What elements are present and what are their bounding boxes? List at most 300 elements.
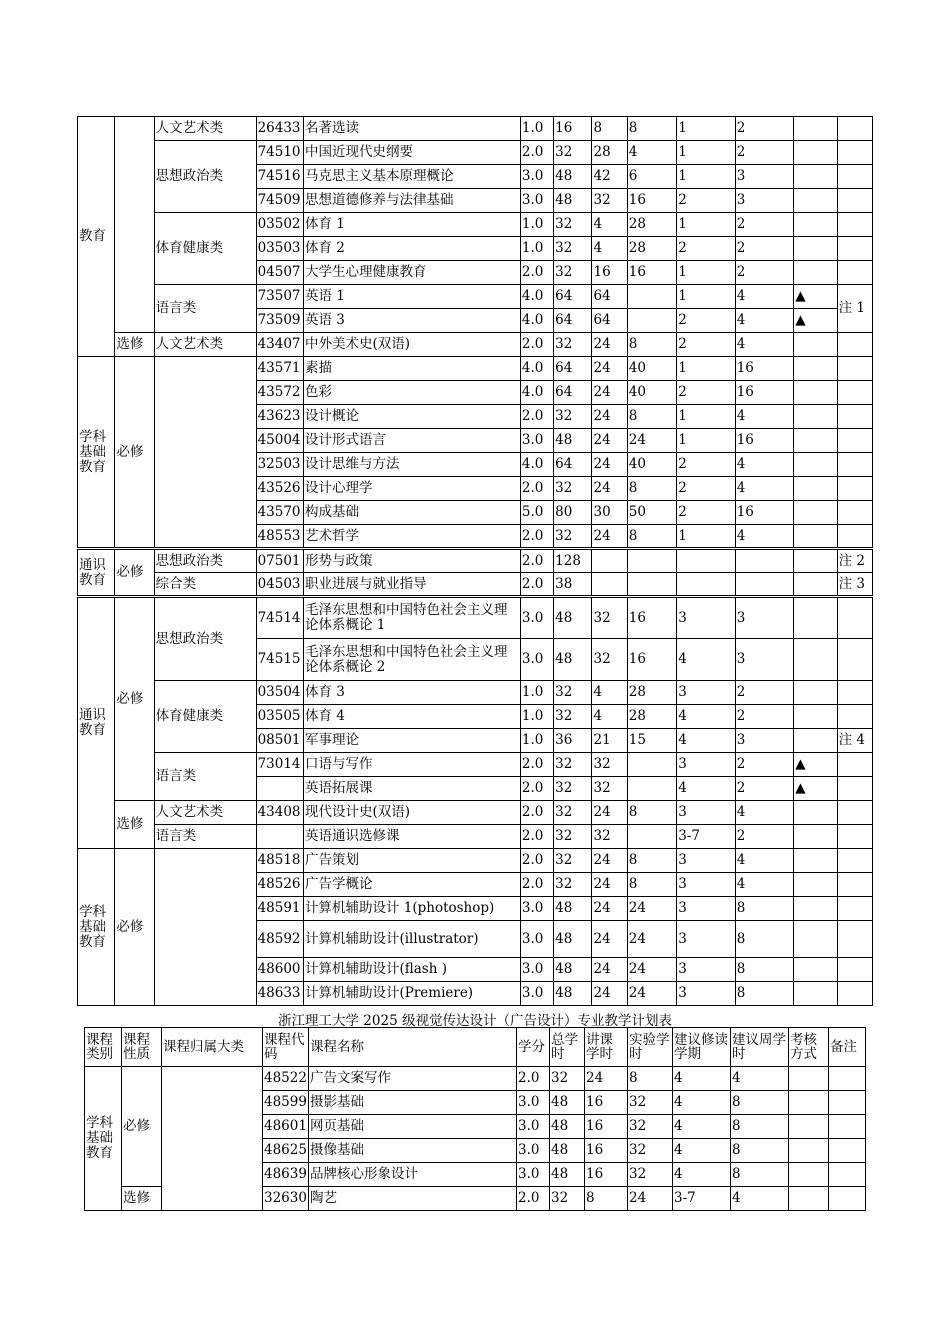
course-name: 英语 1 [303, 285, 520, 309]
semester [677, 573, 736, 597]
weekly-hours: 2 [735, 141, 794, 165]
credit: 4.0 [520, 285, 553, 309]
remark [837, 801, 872, 825]
credit: 1.0 [520, 237, 553, 261]
semester: 4 [677, 729, 736, 753]
weekly-hours: 4 [735, 285, 794, 309]
course-subgroup: 综合类 [154, 573, 256, 597]
lab-hours: 8 [627, 477, 676, 501]
lab-hours: 28 [627, 705, 676, 729]
course-subgroup [162, 1067, 263, 1211]
credit: 3.0 [520, 897, 553, 921]
lab-hours: 8 [627, 849, 676, 873]
total-hours: 48 [554, 982, 592, 1006]
lecture-hours: 24 [592, 982, 627, 1006]
course-code: 43623 [256, 405, 303, 429]
course-nature: 必修 [115, 357, 154, 549]
course-name: 计算机辅助设计(illustrator) [303, 921, 520, 958]
total-hours: 48 [550, 1139, 585, 1163]
weekly-hours: 4 [735, 801, 794, 825]
weekly-hours: 4 [735, 333, 794, 357]
semester: 4 [677, 639, 736, 681]
credit: 2.0 [517, 1187, 550, 1211]
course-category: 学科基础教育 [78, 849, 115, 1006]
course-name: 体育 3 [303, 681, 520, 705]
weekly-hours [735, 549, 794, 573]
course-code: 04507 [256, 261, 303, 285]
lecture-hours: 30 [592, 501, 627, 525]
weekly-hours: 8 [731, 1163, 789, 1187]
semester: 3 [677, 982, 736, 1006]
lab-hours: 24 [627, 429, 676, 453]
lab-hours: 16 [627, 597, 676, 639]
total-hours: 32 [554, 825, 592, 849]
lab-hours: 16 [627, 639, 676, 681]
course-name: 毛泽东思想和中国特色社会主义理论体系概论 1 [303, 597, 520, 639]
course-name: 现代设计史(双语) [303, 801, 520, 825]
credit: 2.0 [520, 825, 553, 849]
lab-hours: 8 [627, 117, 676, 141]
remark: 注 3 [837, 573, 872, 597]
total-hours: 32 [554, 213, 592, 237]
remark [837, 958, 872, 982]
column-header: 课程代码 [263, 1028, 309, 1067]
course-name: 英语通识选修课 [303, 825, 520, 849]
lecture-hours: 24 [592, 381, 627, 405]
total-hours: 48 [554, 429, 592, 453]
course-subgroup [154, 357, 256, 549]
semester: 1 [677, 141, 736, 165]
lab-hours: 8 [627, 525, 676, 549]
remark [829, 1067, 866, 1091]
column-header: 课程性质 [122, 1028, 162, 1067]
weekly-hours [735, 573, 794, 597]
credit: 2.0 [520, 525, 553, 549]
exam-mode [794, 477, 837, 501]
column-header: 建议修读学期 [673, 1028, 731, 1067]
course-nature: 必修 [115, 849, 154, 1006]
remark [837, 141, 872, 165]
remark [837, 849, 872, 873]
table-row [78, 801, 873, 825]
credit: 2.0 [520, 549, 553, 573]
exam-mode [789, 1139, 829, 1163]
exam-mode [789, 1115, 829, 1139]
credit: 4.0 [520, 381, 553, 405]
table-row [78, 753, 873, 777]
total-hours: 32 [554, 873, 592, 897]
lecture-hours: 32 [592, 777, 627, 801]
lab-hours: 8 [627, 405, 676, 429]
lab-hours: 16 [627, 189, 676, 213]
weekly-hours: 4 [735, 453, 794, 477]
exam-mode [794, 429, 837, 453]
table-row [78, 357, 873, 381]
weekly-hours: 2 [735, 753, 794, 777]
course-code: 43407 [256, 333, 303, 357]
total-hours: 48 [554, 958, 592, 982]
remark [837, 189, 872, 213]
course-subgroup: 思想政治类 [154, 141, 256, 213]
weekly-hours: 4 [735, 873, 794, 897]
course-subgroup: 人文艺术类 [154, 801, 256, 825]
semester: 2 [677, 453, 736, 477]
lab-hours: 32 [628, 1115, 673, 1139]
lecture-hours: 4 [592, 237, 627, 261]
remark [837, 825, 872, 849]
credit: 2.0 [520, 573, 553, 597]
exam-mode [794, 525, 837, 549]
lab-hours: 40 [627, 381, 676, 405]
lecture-hours: 24 [585, 1067, 628, 1091]
exam-mode [789, 1163, 829, 1187]
remark [837, 357, 872, 381]
course-name: 职业进展与就业指导 [303, 573, 520, 597]
credit: 3.0 [517, 1091, 550, 1115]
total-hours: 64 [554, 285, 592, 309]
exam-mode [794, 261, 837, 285]
course-code: 43570 [256, 501, 303, 525]
remark: 注 2 [837, 549, 872, 573]
lecture-hours: 64 [592, 285, 627, 309]
weekly-hours: 3 [735, 639, 794, 681]
lab-hours: 4 [627, 141, 676, 165]
table-row [78, 573, 873, 597]
remark [837, 921, 872, 958]
course-name: 毛泽东思想和中国特色社会主义理论体系概论 2 [303, 639, 520, 681]
course-code: 73014 [256, 753, 303, 777]
exam-mode [794, 982, 837, 1006]
course-code: 32503 [256, 453, 303, 477]
semester: 3 [677, 921, 736, 958]
course-name: 计算机辅助设计 1(photoshop) [303, 897, 520, 921]
course-code: 43526 [256, 477, 303, 501]
credit: 2.0 [520, 405, 553, 429]
credit: 3.0 [517, 1139, 550, 1163]
exam-mode: ▲ [794, 285, 837, 309]
weekly-hours: 3 [735, 729, 794, 753]
lecture-hours: 24 [592, 897, 627, 921]
semester: 3 [677, 897, 736, 921]
total-hours: 16 [554, 117, 592, 141]
remark [837, 705, 872, 729]
course-code: 03505 [256, 705, 303, 729]
course-subgroup: 思想政治类 [154, 597, 256, 681]
lab-hours [627, 309, 676, 333]
credit: 1.0 [520, 729, 553, 753]
course-name: 构成基础 [303, 501, 520, 525]
remark [837, 873, 872, 897]
semester: 3 [677, 681, 736, 705]
course-name: 体育 1 [303, 213, 520, 237]
course-code: 48522 [263, 1067, 309, 1091]
lab-hours: 24 [627, 921, 676, 958]
course-name: 设计形式语言 [303, 429, 520, 453]
total-hours: 32 [554, 753, 592, 777]
semester: 3 [677, 753, 736, 777]
exam-mode [794, 405, 837, 429]
credit: 4.0 [520, 357, 553, 381]
course-code: 73507 [256, 285, 303, 309]
course-name: 设计思维与方法 [303, 453, 520, 477]
remark: 注 4 [837, 729, 872, 753]
weekly-hours: 4 [735, 477, 794, 501]
lab-hours: 24 [628, 1187, 673, 1211]
exam-mode [794, 958, 837, 982]
remark: 注 1 [837, 285, 872, 333]
course-code: 48639 [263, 1163, 309, 1187]
semester: 3 [677, 873, 736, 897]
course-name: 摄影基础 [309, 1091, 517, 1115]
lab-hours: 28 [627, 681, 676, 705]
course-code: 07501 [256, 549, 303, 573]
credit: 2.0 [517, 1067, 550, 1091]
course-subgroup: 思想政治类 [154, 549, 256, 573]
column-header: 学分 [517, 1028, 550, 1067]
lab-hours [627, 777, 676, 801]
weekly-hours: 4 [731, 1187, 789, 1211]
course-name: 军事理论 [303, 729, 520, 753]
lecture-hours: 24 [592, 477, 627, 501]
weekly-hours: 16 [735, 381, 794, 405]
exam-mode [794, 189, 837, 213]
total-hours: 36 [554, 729, 592, 753]
course-name: 计算机辅助设计(flash ) [303, 958, 520, 982]
course-subgroup: 人文艺术类 [154, 117, 256, 141]
total-hours: 32 [550, 1187, 585, 1211]
weekly-hours: 2 [735, 825, 794, 849]
course-name: 设计概论 [303, 405, 520, 429]
lecture-hours: 42 [592, 165, 627, 189]
credit: 2.0 [520, 801, 553, 825]
lab-hours: 40 [627, 357, 676, 381]
weekly-hours: 2 [735, 681, 794, 705]
credit: 2.0 [520, 333, 553, 357]
lecture-hours: 4 [592, 213, 627, 237]
weekly-hours: 8 [731, 1139, 789, 1163]
semester: 3 [677, 801, 736, 825]
semester: 2 [677, 189, 736, 213]
total-hours: 32 [554, 801, 592, 825]
course-nature: 必修 [115, 597, 154, 801]
credit: 3.0 [520, 165, 553, 189]
lab-hours [627, 285, 676, 309]
column-header: 实验学时 [628, 1028, 673, 1067]
table-row [78, 333, 873, 357]
lecture-hours: 16 [585, 1163, 628, 1187]
course-name: 大学生心理健康教育 [303, 261, 520, 285]
lecture-hours: 24 [592, 873, 627, 897]
exam-mode [794, 381, 837, 405]
course-nature: 选修 [115, 333, 154, 357]
remark [837, 261, 872, 285]
weekly-hours: 2 [735, 213, 794, 237]
course-category: 教育 [78, 117, 115, 357]
table-row [78, 825, 873, 849]
lecture-hours: 24 [592, 405, 627, 429]
total-hours: 48 [554, 597, 592, 639]
lecture-hours: 4 [592, 681, 627, 705]
lab-hours [627, 573, 676, 597]
credit: 2.0 [520, 873, 553, 897]
total-hours: 32 [554, 477, 592, 501]
remark [837, 117, 872, 141]
credit: 3.0 [520, 921, 553, 958]
lab-hours: 32 [628, 1091, 673, 1115]
course-name: 色彩 [303, 381, 520, 405]
total-hours: 48 [554, 189, 592, 213]
exam-mode [794, 165, 837, 189]
course-code: 74516 [256, 165, 303, 189]
total-hours: 32 [554, 405, 592, 429]
remark [837, 453, 872, 477]
weekly-hours: 2 [735, 237, 794, 261]
course-name: 广告文案写作 [309, 1067, 517, 1091]
course-code: 73509 [256, 309, 303, 333]
course-subgroup: 体育健康类 [154, 681, 256, 753]
course-code: 48633 [256, 982, 303, 1006]
lab-hours [627, 825, 676, 849]
lecture-hours: 4 [592, 705, 627, 729]
course-subgroup [154, 849, 256, 1006]
weekly-hours: 4 [735, 405, 794, 429]
lab-hours: 8 [627, 333, 676, 357]
credit: 2.0 [520, 777, 553, 801]
course-nature: 必修 [115, 549, 154, 597]
course-code: 48599 [263, 1091, 309, 1115]
weekly-hours: 16 [735, 429, 794, 453]
course-code [256, 825, 303, 849]
exam-mode [789, 1067, 829, 1091]
remark [837, 477, 872, 501]
weekly-hours: 8 [735, 982, 794, 1006]
semester: 2 [677, 501, 736, 525]
lab-hours: 8 [628, 1067, 673, 1091]
total-hours: 128 [554, 549, 592, 573]
remark [829, 1139, 866, 1163]
lab-hours: 50 [627, 501, 676, 525]
course-name: 计算机辅助设计(Premiere) [303, 982, 520, 1006]
course-code: 43571 [256, 357, 303, 381]
weekly-hours: 16 [735, 501, 794, 525]
semester: 4 [673, 1139, 731, 1163]
course-name: 广告策划 [303, 849, 520, 873]
semester: 3 [677, 849, 736, 873]
remark [837, 681, 872, 705]
semester: 1 [677, 429, 736, 453]
credit: 3.0 [520, 639, 553, 681]
lab-hours: 24 [627, 958, 676, 982]
credit: 4.0 [520, 309, 553, 333]
course-name: 网页基础 [309, 1115, 517, 1139]
course-code: 03502 [256, 213, 303, 237]
remark [837, 597, 872, 639]
lab-hours: 24 [627, 982, 676, 1006]
column-header: 课程归属大类 [162, 1028, 263, 1067]
remark [829, 1163, 866, 1187]
weekly-hours: 2 [735, 705, 794, 729]
total-hours: 32 [554, 705, 592, 729]
remark [837, 639, 872, 681]
lecture-hours: 24 [592, 429, 627, 453]
semester: 1 [677, 405, 736, 429]
semester: 4 [673, 1115, 731, 1139]
remark [829, 1091, 866, 1115]
credit: 1.0 [520, 681, 553, 705]
weekly-hours: 4 [731, 1067, 789, 1091]
total-hours: 48 [550, 1115, 585, 1139]
course-code: 48526 [256, 873, 303, 897]
credit: 5.0 [520, 501, 553, 525]
course-code: 48592 [256, 921, 303, 958]
total-hours: 38 [554, 573, 592, 597]
course-category: 通识教育 [78, 549, 115, 597]
lecture-hours: 32 [592, 753, 627, 777]
remark [837, 753, 872, 777]
lecture-hours [592, 549, 627, 573]
semester: 4 [673, 1163, 731, 1187]
lecture-hours: 28 [592, 141, 627, 165]
course-category: 通识教育 [78, 597, 115, 849]
exam-mode [794, 141, 837, 165]
course-name: 中国近现代史纲要 [303, 141, 520, 165]
semester: 1 [677, 213, 736, 237]
exam-mode [794, 849, 837, 873]
total-hours: 32 [554, 681, 592, 705]
lecture-hours: 32 [592, 189, 627, 213]
credit: 3.0 [520, 597, 553, 639]
lecture-hours: 32 [592, 597, 627, 639]
course-name: 广告学概论 [303, 873, 520, 897]
weekly-hours: 8 [735, 897, 794, 921]
lab-hours [627, 753, 676, 777]
exam-mode [794, 357, 837, 381]
remark [837, 405, 872, 429]
course-name: 口语与写作 [303, 753, 520, 777]
lab-hours [627, 549, 676, 573]
course-name: 素描 [303, 357, 520, 381]
exam-mode: ▲ [794, 753, 837, 777]
remark [829, 1115, 866, 1139]
credit: 3.0 [520, 958, 553, 982]
lecture-hours: 24 [592, 333, 627, 357]
lab-hours: 32 [628, 1163, 673, 1187]
total-hours: 48 [550, 1091, 585, 1115]
total-hours: 48 [550, 1163, 585, 1187]
course-nature: 必修 [122, 1067, 162, 1187]
credit: 2.0 [520, 849, 553, 873]
semester: 1 [677, 285, 736, 309]
credit: 3.0 [517, 1163, 550, 1187]
lab-hours: 28 [627, 213, 676, 237]
semester: 4 [673, 1091, 731, 1115]
semester: 1 [677, 261, 736, 285]
course-plan-table-part1 [77, 116, 873, 1006]
lab-hours: 15 [627, 729, 676, 753]
course-code: 48518 [256, 849, 303, 873]
column-header: 总学时 [550, 1028, 585, 1067]
credit: 2.0 [520, 141, 553, 165]
semester: 2 [677, 237, 736, 261]
exam-mode [794, 453, 837, 477]
total-hours: 32 [554, 237, 592, 261]
total-hours: 32 [554, 141, 592, 165]
exam-mode [789, 1187, 829, 1211]
course-name: 名著选读 [303, 117, 520, 141]
semester: 3 [677, 597, 736, 639]
lecture-hours: 24 [592, 453, 627, 477]
credit: 3.0 [520, 189, 553, 213]
